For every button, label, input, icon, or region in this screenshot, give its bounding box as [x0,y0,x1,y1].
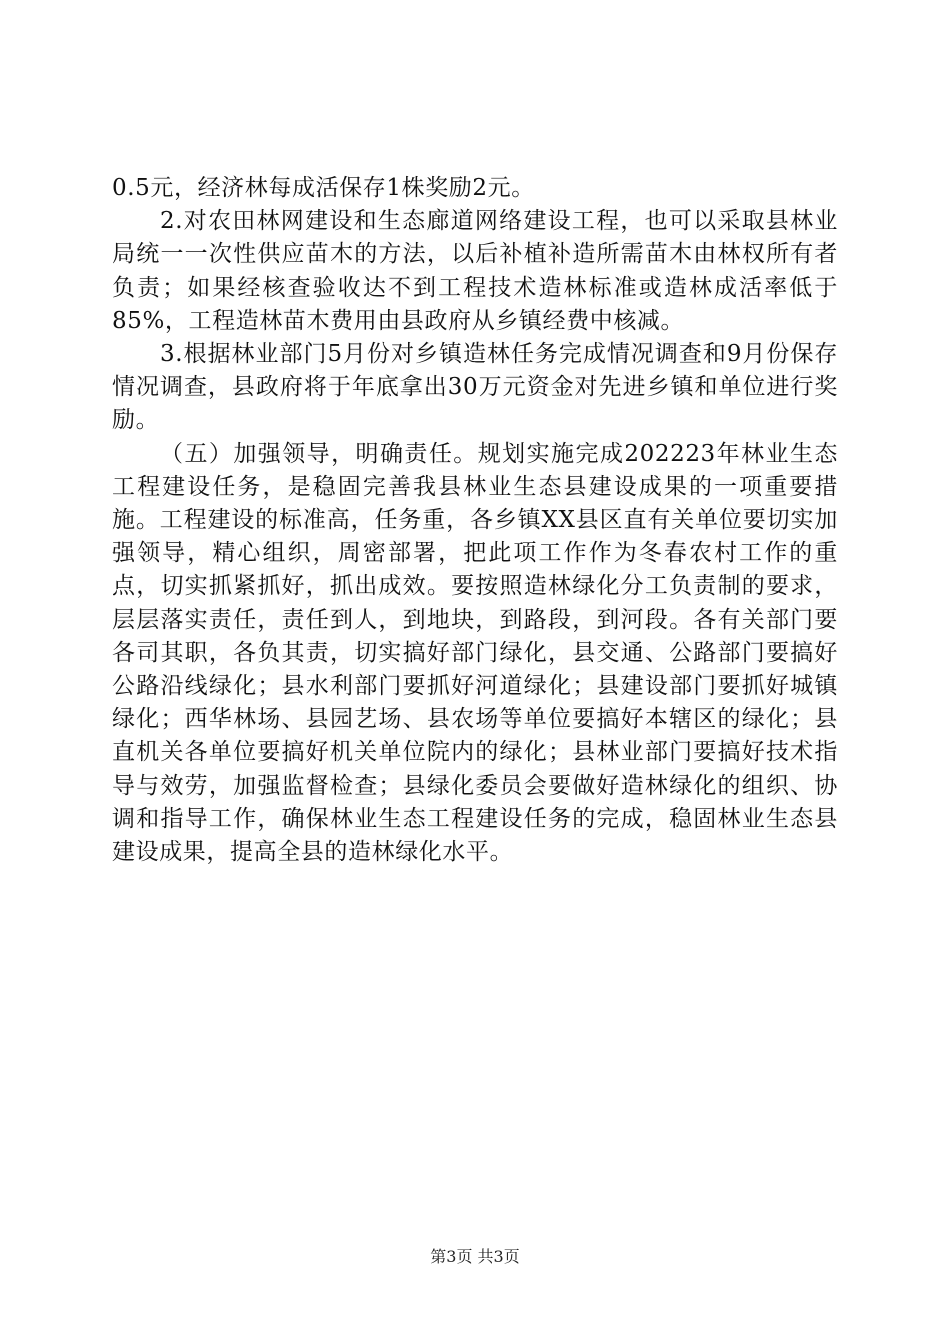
paragraph-4: （五）加强领导，明确责任。规划实施完成202223年林业生态工程建设任务，是稳固完善我县林业生态县建设成果的一项重要措施。工程建设的标准高，任务重，各乡镇XX县区直有关单位要切实加强领导，精心组织，周密部署，把此项工作作为冬春农村工作的重点，切实抓紧抓好，抓出成效。要按照造林绿化分工负责制的要求，层层落实责任，责任到人，到地块，到路段，到河段。各有关部门要各司其职，各负其责，切实搞好部门绿化，县交通、公路部门要搞好公路沿线绿化；县水利部门要抓好河道绿化；县建设部门要抓好城镇绿化；西华林场、县园艺场、县农场等单位要搞好本辖区的绿化；县直机关各单位要搞好机关单位院内的绿化；县林业部门要搞好技术指导与效劳，加强监督检查；县绿化委员会要做好造林绿化的组织、协调和指导工作，确保林业生态工程建设任务的完成，稳固林业生态县建设成果，提高全县的造林绿化水平。 [112,440,838,866]
paragraph-3: 3.根据林业部门5月份对乡镇造林任务完成情况调查和9月份保存情况调查，县政府将于年底拿出30万元资金对先进乡镇和单位进行奖励。 [112,341,838,434]
paragraph-1: 0.5元，经济林每成活保存1株奖励2元。 [112,175,535,201]
paragraph-2: 2.对农田林网建设和生态廊道网络建设工程，也可以采取县林业局统一一次性供应苗木的方法，以后补植补造所需苗木由林权所有者负责；如果经核查验收达不到工程技术造林标准或造林成活率低于85%，工程造林苗木费用由县政府从乡镇经费中核减。 [112,208,838,334]
page-footer: 第3页 共3页 [430,1247,520,1266]
document-body [112,172,838,869]
